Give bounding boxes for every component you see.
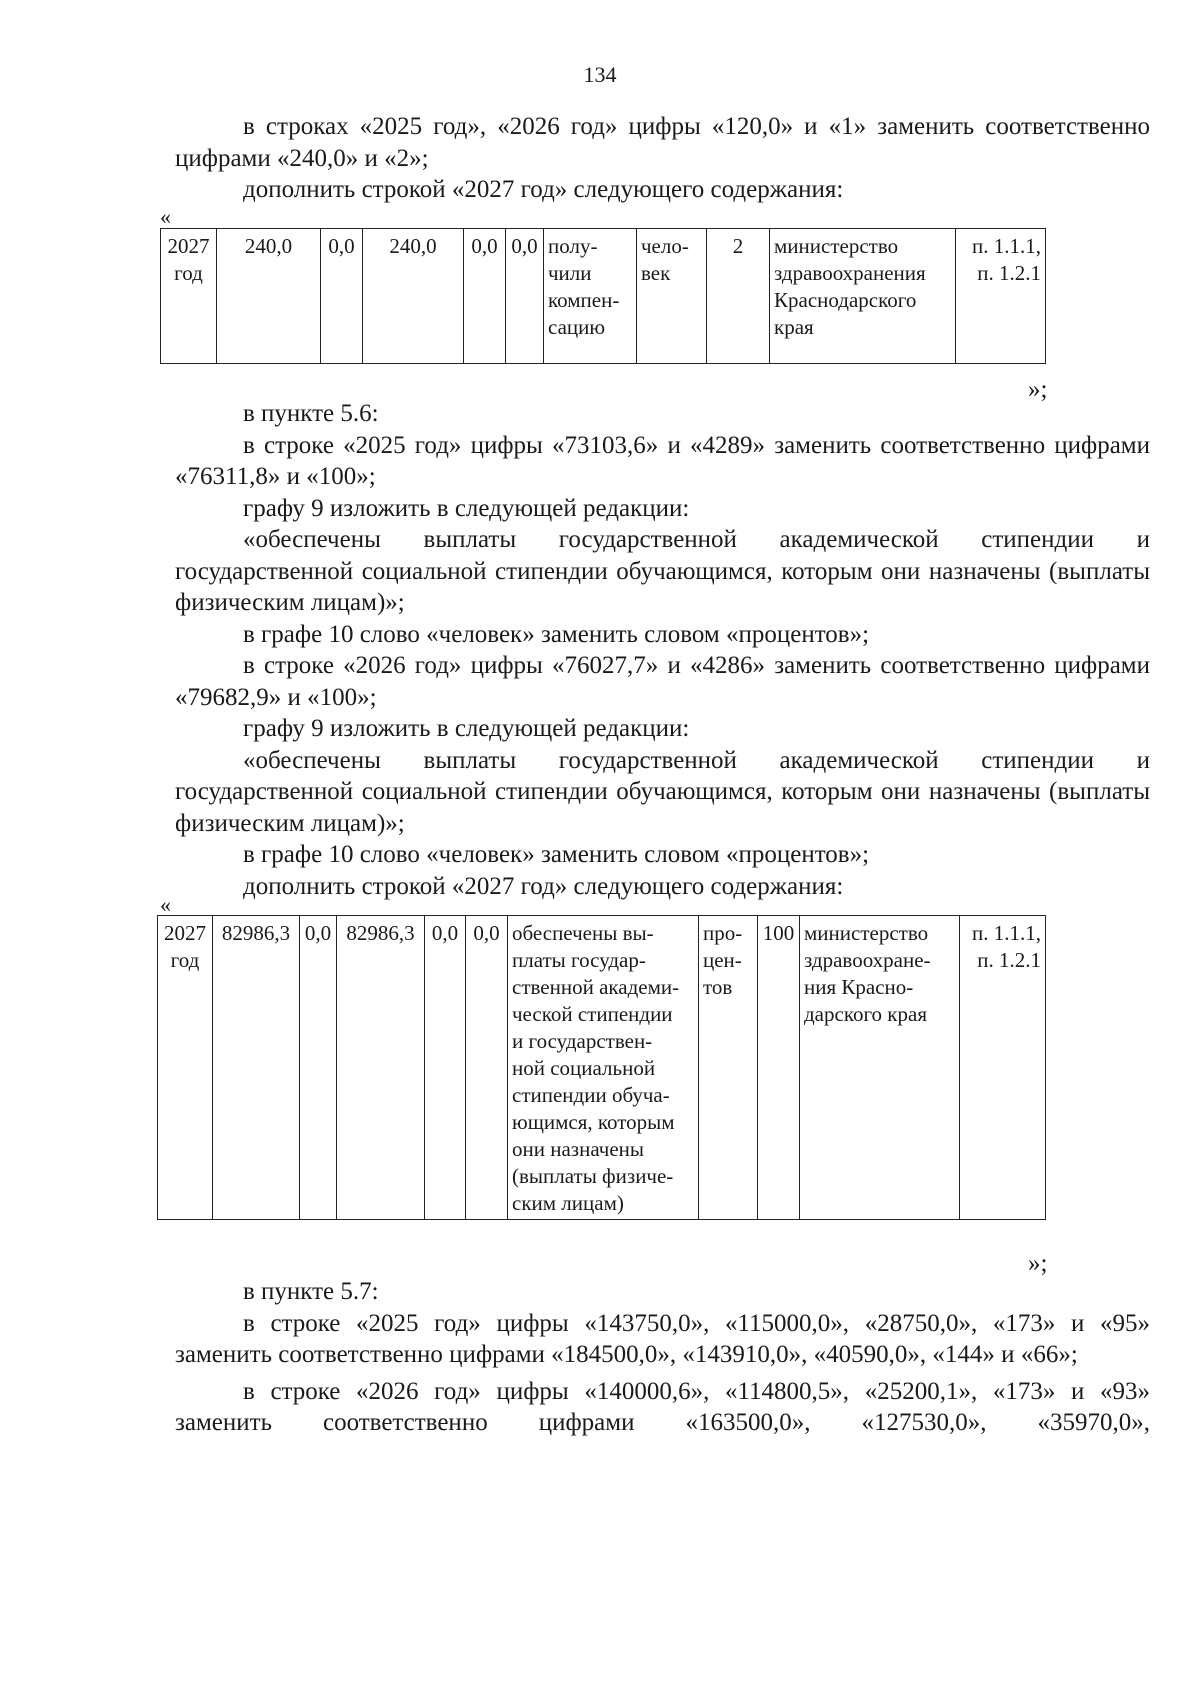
paragraph-column9-intro-2: графу 9 изложить в следующей редакции: [243, 715, 690, 742]
cell-extra: 0,0 [466, 916, 508, 1220]
cell-reference: п. 1.1.1, п. 1.2.1 [956, 229, 1046, 364]
cell-federal: 0,0 [321, 229, 363, 364]
bottom-block [175, 1276, 1150, 1439]
table2-close-quote: »; [1028, 1250, 1048, 1277]
cell-total: 240,0 [217, 229, 321, 364]
table2-open-quote: « [160, 892, 171, 917]
paragraph-column10-replace-2: в графе 10 слово «человек» заменить словом «процентов»; [243, 841, 870, 868]
paragraph-column9-text: «обеспечены выплаты государственной академической стипендии и государственной социальной стипендии обучающимся, которым они назначены (выплаты физическим лицам)»; [175, 526, 1150, 616]
paragraph-2026-replace: в строке «2026 год» цифры «76027,7» и «4286» заменить соответственно цифрами «79682,9» и «100»; [175, 652, 1150, 711]
cell-unit: чело- век [637, 229, 707, 364]
cell-local: 0,0 [425, 916, 466, 1220]
paragraph-replace-rows: в строках «2025 год», «2026 год» цифры «120,0» и «1» заменить соответственно цифрами «240,0» и «2»; [175, 113, 1150, 172]
cell-result: полу- чили компен- сацию [544, 229, 637, 364]
cell-executor: министерство здравоохранения Краснодарского края [770, 229, 956, 364]
cell-regional: 240,0 [363, 229, 464, 364]
cell-total: 82986,3 [213, 916, 300, 1220]
middle-block [175, 398, 1150, 902]
paragraph-2025-replace-5-7: в строке «2025 год» цифры «143750,0», «115000,0», «28750,0», «173» и «95» заменить соответственно цифрами «184500,0», «143910,0», «40590,0», «144» и «66»; [175, 1309, 1150, 1368]
cell-local: 0,0 [464, 229, 506, 364]
paragraph-add-row-2027-2: дополнить строкой «2027 год» следующего содержания: [243, 872, 844, 900]
cell-value: 2 [707, 229, 770, 364]
paragraph-2026-replace-5-7: в строке «2026 год» цифры «140000,6», «114800,5», «25200,1», «173» и «93» заменить соответственно цифрами «163500,0», «127530,0», «35970,0», [175, 1377, 1150, 1436]
table1-close-quote: »; [1028, 376, 1048, 403]
table-row-2027-compensation [160, 228, 1046, 364]
cell-federal: 0,0 [300, 916, 337, 1220]
paragraph-point-5-6: в пункте 5.6: [243, 400, 379, 427]
cell-result: обеспечены вы- платы государ- ственной академи- ческой стипендии и государствен- ной социальной стипендии обуча- ющимся, которым они назначены (выплаты физиче- ским лицам) [508, 916, 699, 1220]
cell-value: 100 [758, 916, 800, 1220]
cell-extra: 0,0 [506, 229, 544, 364]
cell-unit: про- цен- тов [699, 916, 758, 1220]
cell-executor: министерство здравоохране- ния Красно- дарского края [800, 916, 960, 1220]
paragraph-2025-replace: в строке «2025 год» цифры «73103,6» и «4289» заменить соответственно цифрами «76311,8» и «100»; [175, 431, 1150, 490]
cell-year: 2027 год [158, 916, 213, 1220]
cell-regional: 82986,3 [337, 916, 425, 1220]
intro-block [175, 111, 1150, 206]
page-number: 134 [583, 62, 617, 87]
paragraph-column10-replace: в графе 10 слово «человек» заменить словом «процентов»; [243, 620, 870, 648]
cell-reference: п. 1.1.1, п. 1.2.1 [960, 916, 1046, 1220]
paragraph-column9-text-2: «обеспечены выплаты государственной академической стипендии и государственной социальной стипендии обучающимся, которым они назначены (выплаты физическим лицам)»; [175, 746, 1150, 837]
paragraph-column9-intro: графу 9 изложить в следующей редакции: [243, 494, 690, 522]
table1-open-quote: « [160, 204, 171, 229]
cell-year: 2027 год [161, 229, 217, 364]
paragraph-add-row-2027: дополнить строкой «2027 год» следующего содержания: [243, 176, 844, 203]
table-row-2027-stipend [157, 915, 1046, 1220]
paragraph-point-5-7: в пункте 5.7: [243, 1278, 379, 1305]
